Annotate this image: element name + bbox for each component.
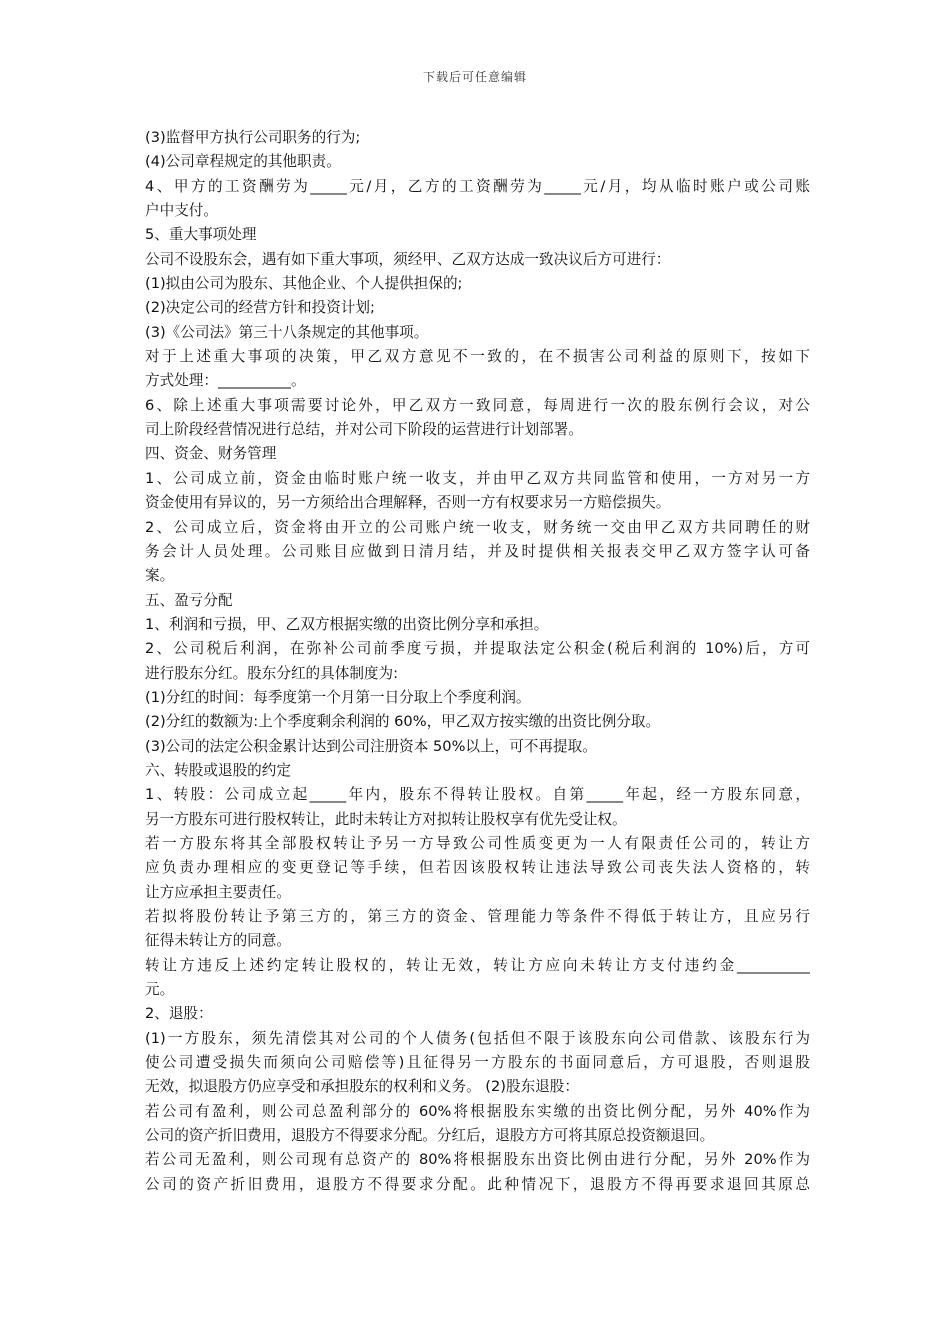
- text-line: 2、公司成立后，资金将由开立的公司账户统一收支，财务统一交由甲乙双方共同聘任的财: [145, 518, 810, 536]
- document-body: [145, 126, 810, 1197]
- text-line: 六、转股或退股的约定: [145, 761, 291, 779]
- text-line: 1、利润和亏损，甲、乙双方根据实缴的出资比例分享和承担。: [145, 615, 549, 633]
- text-line: 2、退股：: [145, 1005, 213, 1023]
- text-line: 务会计人员处理。公司账目应做到日清月结，并及时提供相关报表交甲乙双方签字认可备: [145, 542, 810, 560]
- text-line: 公司不设股东会，遇有如下重大事项，须经甲、乙双方达成一致决议后方可进行：: [145, 250, 671, 268]
- text-line: 若一方股东将其全部股权转让予另一方导致公司性质变更为一人有限责任公司的，转让方: [145, 834, 810, 852]
- text-line: 案。: [145, 567, 175, 585]
- text-line: 1、公司成立前，资金由临时账户统一收支，并由甲乙双方共同监管和使用，一方对另一方: [145, 469, 810, 487]
- text-line: (3)《公司法》第三十八条规定的其他事项。: [145, 323, 429, 341]
- text-line: (3)监督甲方执行公司职务的行为;: [145, 129, 361, 146]
- text-line: 使公司遭受损失而须向公司赔偿等)且征得另一方股东的书面同意后，方可退股，否则退股: [145, 1054, 810, 1072]
- text-line: 资金使用有异议的，另一方须给出合理解释，否则一方有权要求另一方赔偿损失。: [145, 494, 671, 512]
- text-line: 5、重大事项处理: [145, 226, 257, 244]
- text-line: (1)拟由公司为股东、其他企业、个人提供担保的;: [145, 275, 463, 293]
- text-line: 若公司无盈利，则公司现有总资产的 80%将根据股东出资比例由进行分配，另外 20%作为: [145, 1151, 810, 1169]
- text-line: 让方应承担主要责任。: [145, 883, 291, 901]
- text-line: 转让方违反上述约定转让股权的，转让无效，转让方应向未转让方支付违约金__________: [145, 956, 810, 974]
- text-line: (4)公司章程规定的其他职责。: [145, 153, 341, 171]
- text-line: 若公司有盈利，则公司总盈利部分的 60%将根据股东实缴的出资比例分配，另外 40%作为: [145, 1102, 810, 1120]
- text-line: (2)分红的数额为:上个季度剩余利润的 60%，甲乙双方按实缴的出资比例分取。: [145, 713, 661, 731]
- text-line: 司上阶段经营情况进行总结，并对公司下阶段的运营进行计划部署。: [145, 421, 583, 439]
- text-line: 2、公司税后利润，在弥补公司前季度亏损，并提取法定公积金(税后利润的 10%)后，方可: [145, 640, 810, 658]
- text-line: 应负责办理相应的变更登记等手续，但若因该股权转让违法导致公司丧失法人资格的，转: [145, 859, 810, 877]
- text-line: 元。: [145, 981, 175, 999]
- text-line: 无效，拟退股方仍应享受和承担股东的权利和义务。 (2)股东退股：: [145, 1078, 579, 1096]
- text-line: 户中支付。: [145, 202, 218, 220]
- text-line: 6、除上述重大事项需要讨论外，甲乙双方一致同意，每周进行一次的股东例行会议，对公: [145, 396, 810, 414]
- text-line: (1)一方股东，须先清偿其对公司的个人债务(包括但不限于该股东向公司借款、该股东行为: [145, 1029, 810, 1047]
- text-line: 若拟将股份转让予第三方的，第三方的资金、管理能力等条件不得低于转让方，且应另行: [145, 908, 810, 925]
- text-line: (3)公司的法定公积金累计达到公司注册资本 50%以上，可不再提取。: [145, 737, 597, 755]
- text-line: (1)分红的时间：每季度第一个月第一日分取上个季度利润。: [145, 688, 531, 706]
- text-line: 五、盈亏分配: [145, 591, 233, 609]
- text-line: 四、资金、财务管理: [145, 445, 277, 463]
- text-line: 进行股东分红。股东分红的具体制度为:: [145, 664, 399, 682]
- text-line: 公司的资产折旧费用，退股方不得要求分配。分红后，退股方方可将其原总投资额退回。: [145, 1127, 715, 1145]
- text-line: 1、转股：公司成立起_____年内，股东不得转让股权。自第_____年起，经一方股东同意，: [145, 786, 810, 804]
- page-header: 下载后可任意编辑: [422, 70, 527, 84]
- text-line: (2)决定公司的经营方针和投资计划;: [145, 299, 375, 317]
- text-line: 征得未转让方的同意。: [145, 932, 291, 950]
- text-line: 公司的资产折旧费用，退股方不得要求分配。此种情况下，退股方不得再要求退回其原总: [145, 1175, 810, 1193]
- text-line: 方式处理：__________。: [145, 372, 306, 390]
- text-line: 4、甲方的工资酬劳为_____元/月，乙方的工资酬劳为_____元/月，均从临时账户或公司账: [145, 177, 810, 195]
- text-line: 另一方股东可进行股权转让，此时未转让方对拟转让股权享有优先受让权。: [145, 810, 627, 828]
- text-line: 对于上述重大事项的决策，甲乙双方意见不一致的，在不损害公司利益的原则下，按如下: [145, 348, 810, 366]
